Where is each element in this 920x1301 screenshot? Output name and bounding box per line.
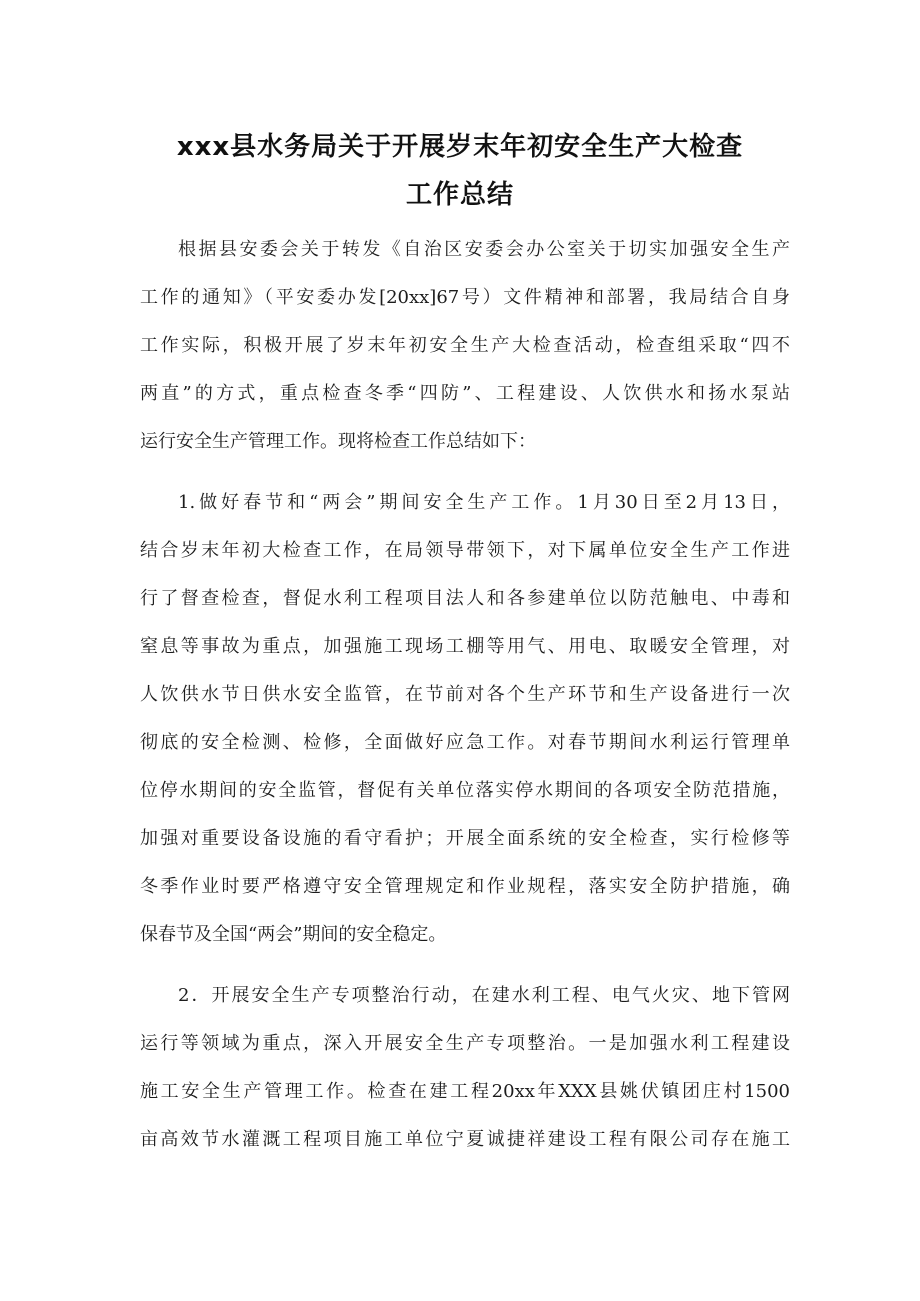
paragraph-1-line: 工作的通知》（平安委办发[20xx]67号）文件精神和部署，我局结合自身: [140, 287, 790, 308]
paragraph-1-line: 根据县安委会关于转发《自治区安委会办公室关于切实加强安全生产: [178, 239, 790, 260]
paragraph-2-line: 加强对重要设备设施的看守看护；开展全面系统的安全检查，实行检修等: [140, 828, 790, 849]
paragraph-2-line: 人饮供水节日供水安全监管，在节前对各个生产环节和生产设备进行一次: [140, 684, 790, 705]
document-title-line-2: 工作总结: [405, 180, 514, 210]
paragraph-1-line: 运行安全生产管理工作。现将检查工作总结如下：: [140, 431, 536, 452]
paragraph-2-line: 1.做好春节和“两会”期间安全生产工作。1月30日至2月13日，: [178, 492, 790, 513]
paragraph-3-line: 亩高效节水灌溉工程项目施工单位宁夏诚捷祥建设工程有限公司存在施工: [140, 1129, 790, 1150]
paragraph-2-line: 行了督查检查，督促水利工程项目法人和各参建单位以防范触电、中毒和: [140, 588, 790, 609]
paragraph-3-line: 施工安全生产管理工作。检查在建工程20xx年XXX县姚伏镇团庄村1500: [140, 1081, 790, 1102]
document-title-line-1: xxx县水务局关于开展岁末年初安全生产大检查: [176, 132, 744, 162]
paragraph-2-line: 保春节及全国“两会”期间的安全稳定。: [140, 924, 447, 945]
paragraph-2-line: 彻底的安全检测、检修，全面做好应急工作。对春节期间水利运行管理单: [140, 732, 790, 753]
paragraph-2-line: 位停水期间的安全监管，督促有关单位落实停水期间的各项安全防范措施，: [140, 780, 790, 801]
paragraph-3-line: 2．开展安全生产专项整治行动，在建水利工程、电气火灾、地下管网: [178, 985, 790, 1006]
paragraph-1-line: 工作实际，积极开展了岁末年初安全生产大检查活动，检查组采取“四不: [140, 335, 790, 356]
paragraph-3-line: 运行等领域为重点，深入开展安全生产专项整治。一是加强水利工程建设: [140, 1033, 790, 1054]
paragraph-2-line: 冬季作业时要严格遵守安全管理规定和作业规程，落实安全防护措施，确: [140, 876, 790, 897]
paragraph-2-line: 窒息等事故为重点，加强施工现场工棚等用气、用电、取暖安全管理，对: [140, 636, 790, 657]
paragraph-2-line: 结合岁末年初大检查工作，在局领导带领下，对下属单位安全生产工作进: [140, 540, 790, 561]
paragraph-1-line: 两直”的方式，重点检查冬季“四防”、工程建设、人饮供水和扬水泵站: [140, 383, 790, 404]
